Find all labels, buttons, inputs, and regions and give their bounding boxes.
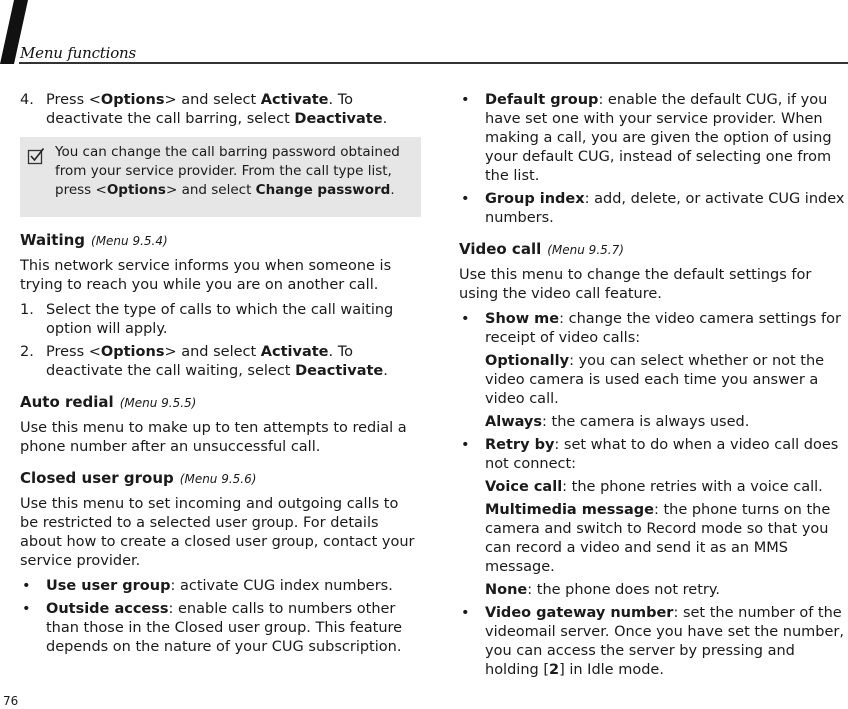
note-box: You can change the call barring password obtained from your service provider. From the call type list, press <Options> and select Change password. — [20, 137, 421, 217]
cug-bullet-use-user-group: • Use user group: activate CUG index numbers. — [22, 578, 393, 594]
page-header-title: Menu functions — [20, 44, 137, 62]
bullet-dot: • — [22, 578, 31, 594]
auto-redial-description: Use this menu to make up to ten attempts to redial a phone number after an unsuccessful call. — [20, 420, 407, 455]
bullet-dot: • — [461, 92, 470, 108]
cug-description: Use this menu to set incoming and outgoing calls to be restricted to a selected user group. For details about how to create a closed user group, contact your service provider. — [20, 496, 415, 569]
waiting-step-2: 2. Press <Options> and select Activate. To deactivate the call waiting, select Deactivate. — [20, 344, 388, 379]
bullet-dot: • — [22, 601, 31, 617]
auto-redial-heading: Auto redial (Menu 9.5.5) — [20, 393, 197, 411]
note-check-icon — [27, 147, 45, 165]
bullet-dot: • — [461, 437, 470, 453]
waiting-heading: Waiting (Menu 9.5.4) — [20, 231, 168, 249]
bullet-dot: • — [461, 311, 470, 327]
video-bullet-retry-by: • Retry by: set what to do when a video call does not connect: — [461, 437, 839, 472]
left-column — [20, 91, 415, 661]
video-bullet-show-me: • Show me: change the video camera settings for receipt of video calls: — [461, 311, 841, 346]
waiting-description: This network service informs you when someone is trying to reach you while you are on another call. — [20, 258, 392, 293]
video-call-heading: Video call (Menu 9.5.7) — [459, 240, 624, 258]
cug-bullet-default-group: • Default group: enable the default CUG, if you have set one with your service provider. When making a call, you are given the option of using your default CUG, instead of selecting one from the list. — [461, 92, 832, 184]
cug-bullet-group-index: • Group index: add, delete, or activate CUG index numbers. — [461, 191, 845, 226]
waiting-step-1: 1. Select the type of calls to which the call waiting option will apply. — [20, 302, 394, 337]
bullet-dot: • — [461, 191, 470, 207]
video-option-always: Always: the camera is always used. — [485, 414, 750, 430]
retry-option-none: None: the phone does not retry. — [485, 582, 720, 598]
video-option-optionally: Optionally: you can select whether or not the video camera is used each time you answer a video call. — [485, 353, 825, 407]
call-barring-step-4: 4. Press <Options> and select Activate. To deactivate the call barring, select Deactivate. — [20, 92, 388, 127]
video-bullet-gateway-number: • Video gateway number: set the number of the videomail server. Once you have set the number, you can access the server by pressing and holding [2] in Idle mode. — [461, 605, 844, 678]
right-column — [459, 91, 848, 684]
header-rule — [19, 62, 848, 64]
cug-heading: Closed user group (Menu 9.5.6) — [20, 469, 257, 487]
retry-option-multimedia-message: Multimedia message: the phone turns on the camera and switch to Record mode so that you can record a video and send it as an MMS message. — [485, 502, 831, 575]
page-number: 76 — [3, 694, 19, 708]
video-call-description: Use this menu to change the default settings for using the video call feature. — [459, 267, 812, 302]
cug-bullet-outside-access: • Outside access: enable calls to numbers other than those in the Closed user group. This feature depends on the nature of your CUG subscription. — [22, 601, 403, 655]
retry-option-voice-call: Voice call: the phone retries with a voice call. — [485, 479, 823, 495]
bullet-dot: • — [461, 605, 470, 621]
